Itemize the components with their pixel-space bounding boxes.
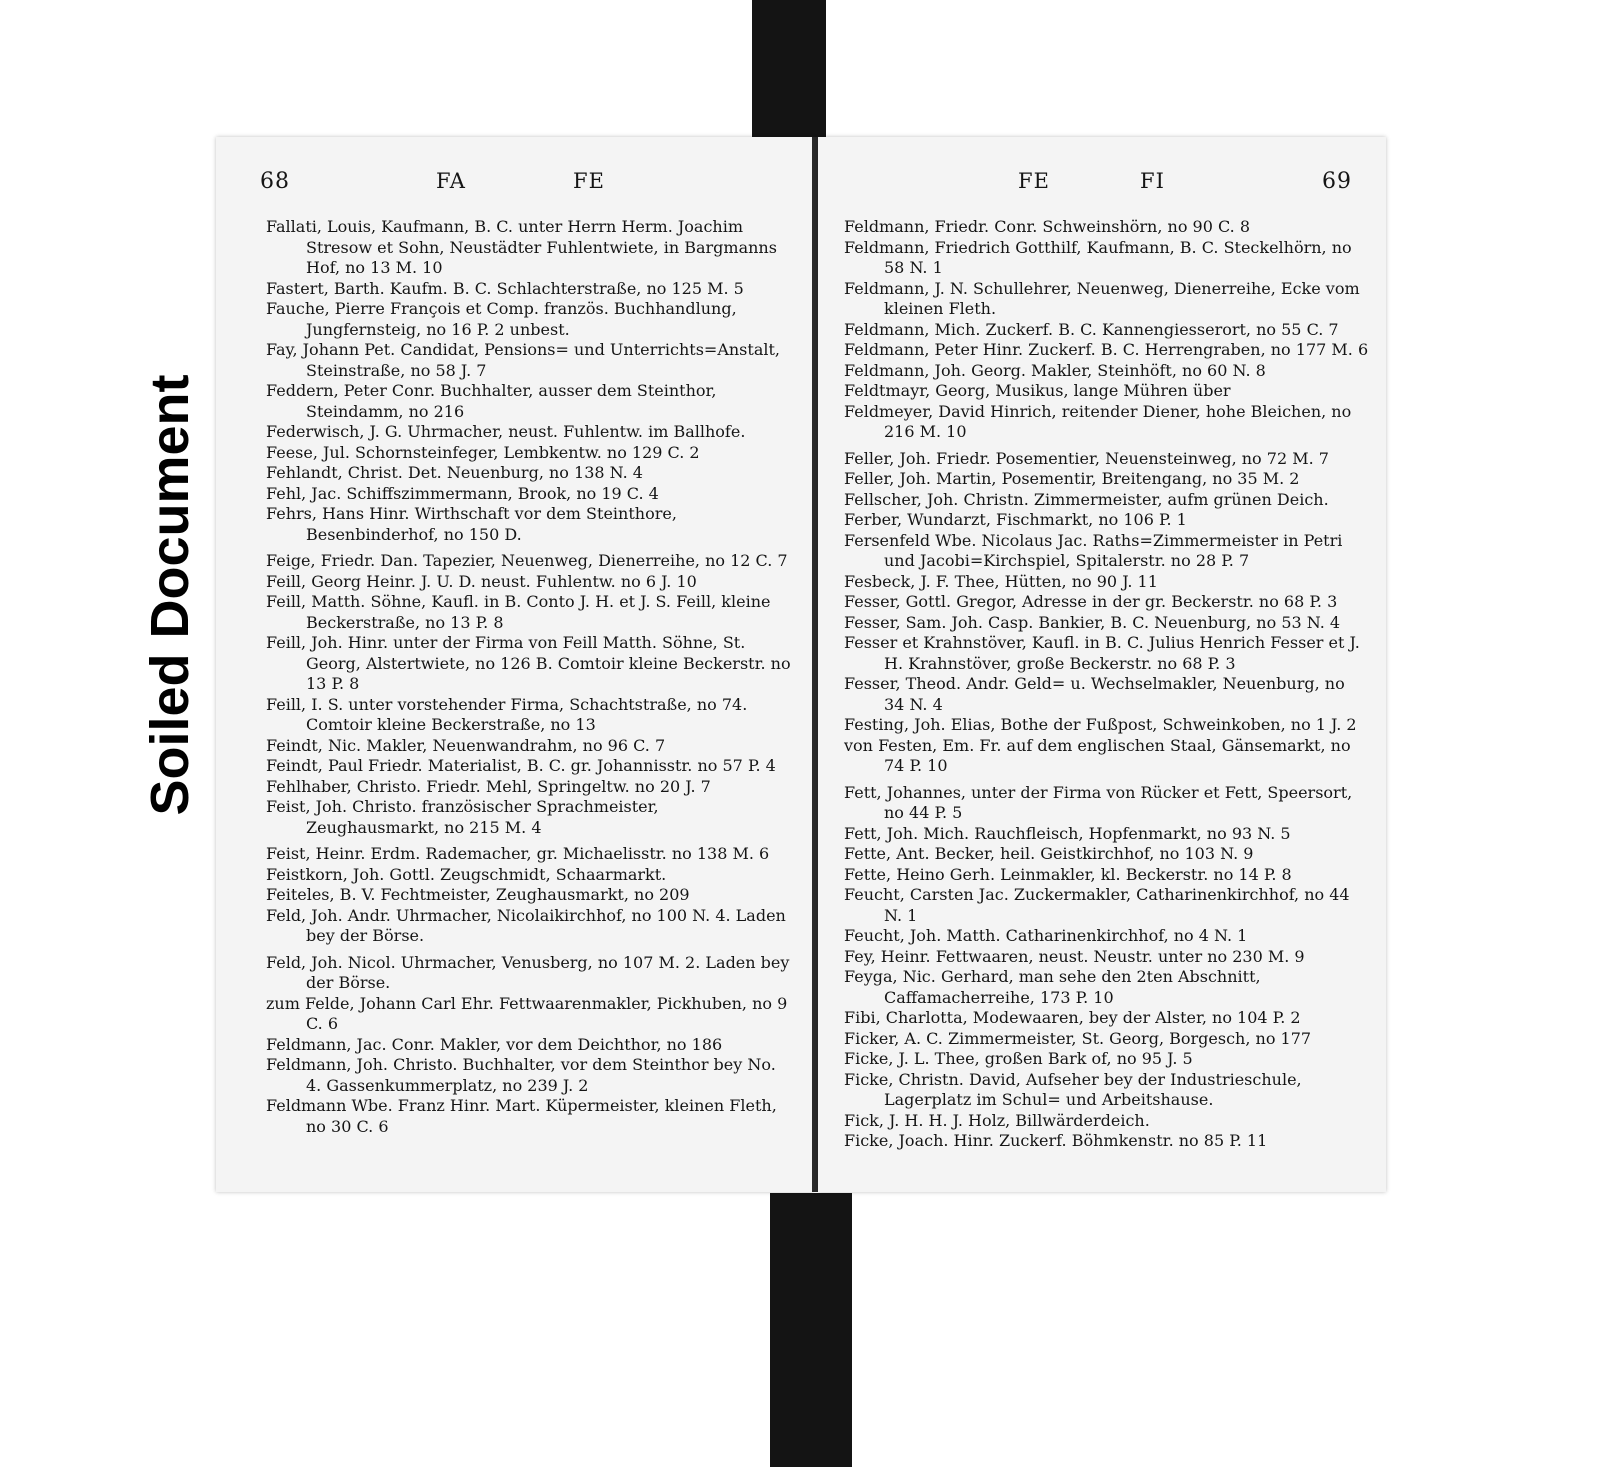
directory-entry: Feldtmayr, Georg, Musikus, lange Mühren über xyxy=(844,381,1231,400)
directory-entry: Feese, Jul. Schornsteinfeger, Lembkentw. no 129 C. 2 xyxy=(266,442,700,462)
left-page-number: 68 xyxy=(260,169,290,194)
right-page-number: 69 xyxy=(1322,169,1352,194)
soiled-document-label: Soiled Document xyxy=(140,374,200,816)
directory-entry: Fellscher, Joh. Christn. Zimmermeister, aufm grünen Deich. xyxy=(844,489,1329,509)
directory-entry: Feldmann, Mich. Zuckerf. B. C. Kannengiesserort, no 55 C. 7 xyxy=(844,319,1339,339)
directory-entry: Feistkorn, Joh. Gottl. Zeugschmidt, Schaarmarkt. xyxy=(266,864,667,884)
directory-entry: Feldmann, Friedr. Conr. Schweinshörn, no 90 C. 8 xyxy=(844,217,1251,236)
directory-entry: Fesser, Sam. Joh. Casp. Bankier, B. C. Neuenburg, no 53 N. 4 xyxy=(844,612,1341,632)
directory-entry: Ficker, A. C. Zimmermeister, St. Georg, Borgesch, no 177 xyxy=(844,1028,1312,1048)
directory-entry: Feddern, Peter Conr. Buchhalter, ausser dem Steinthor, Steindamm, no 216 xyxy=(266,381,717,421)
directory-entry: Fette, Heino Gerh. Leinmakler, kl. Beckerstr. no 14 P. 8 xyxy=(844,864,1292,884)
directory-entry: Feiteles, B. V. Fechtmeister, Zeughausmarkt, no 209 xyxy=(266,885,690,904)
directory-entry: Federwisch, J. G. Uhrmacher, neust. Fuhlentw. im Ballhofe. xyxy=(266,422,746,441)
directory-entry: Festing, Joh. Elias, Bothe der Fußpost, Schweinkoben, no 1 J. 2 xyxy=(844,715,1357,734)
directory-entry: Feindt, Paul Friedr. Materialist, B. C. gr. Johannisstr. no 57 P. 4 xyxy=(266,756,776,775)
left-header-b: FE xyxy=(573,169,605,193)
right-page xyxy=(818,137,1386,1192)
directory-entry: Feller, Joh. Martin, Posementir, Breitengang, no 35 M. 2 xyxy=(844,469,1300,488)
directory-entry: Feyga, Nic. Gerhard, man sehe den 2ten Abschnitt, Caffamacherreihe, 173 P. 10 xyxy=(844,967,1261,1007)
directory-entry: Feller, Joh. Friedr. Posementier, Neuensteinweg, no 72 M. 7 xyxy=(844,448,1329,468)
right-header-b: FI xyxy=(1140,169,1165,193)
left-header-a: FA xyxy=(436,169,466,193)
binding-tab-top xyxy=(752,0,826,140)
directory-entry: Fette, Ant. Becker, heil. Geistkirchhof, no 103 N. 9 xyxy=(844,844,1254,863)
directory-entry: Fick, J. H. H. J. Holz, Billwärderdeich. xyxy=(844,1110,1150,1130)
directory-entry: Feill, I. S. unter vorstehender Firma, Schachtstraße, no 74. Comtoir kleine Beckerstraße, no 13 xyxy=(266,694,748,734)
left-page xyxy=(216,137,814,1192)
directory-entry: Feldmeyer, David Hinrich, reitender Diener, hohe Bleichen, no 216 M. 10 xyxy=(844,401,1352,441)
directory-entry: Feldmann, Joh. Georg. Makler, Steinhöft, no 60 N. 8 xyxy=(844,360,1266,380)
directory-entry: Fauche, Pierre François et Comp. französ. Buchhandlung, Jungfernsteig, no 16 P. 2 unbest. xyxy=(266,299,737,339)
directory-entry: Fibi, Charlotta, Modewaaren, bey der Alster, no 104 P. 2 xyxy=(844,1008,1301,1027)
directory-entry: Fey, Heinr. Fettwaaren, neust. Neustr. unter no 230 M. 9 xyxy=(844,946,1305,966)
directory-entry: Feucht, Joh. Matth. Catharinenkirchhof, no 4 N. 1 xyxy=(844,926,1248,945)
right-header-a: FE xyxy=(1018,169,1050,193)
directory-entry: Feldmann, Joh. Christo. Buchhalter, vor dem Steinthor bey No. 4. Gassenkummerplatz, no 239 J. 2 xyxy=(266,1055,776,1095)
directory-entry: Fehlhaber, Christo. Friedr. Mehl, Springeltw. no 20 J. 7 xyxy=(266,776,711,796)
directory-entry: Fehrs, Hans Hinr. Wirthschaft vor dem Steinthore, Besenbinderhof, no 150 D. xyxy=(266,504,677,544)
directory-entry: Feist, Joh. Christo. französischer Sprachmeister, Zeughausmarkt, no 215 M. 4 xyxy=(266,797,659,837)
binding-tab-bottom xyxy=(770,1193,852,1467)
directory-entry: Feldmann, Peter Hinr. Zuckerf. B. C. Herrengraben, no 177 M. 6 xyxy=(844,340,1369,359)
directory-entry: Feill, Matth. Söhne, Kaufl. in B. Conto J. H. et J. S. Feill, kleine Beckerstraße, no 13 P. 8 xyxy=(266,592,771,632)
directory-entry: Feldmann, Friedrich Gotthilf, Kaufmann, B. C. Steckelhörn, no 58 N. 1 xyxy=(844,237,1352,277)
directory-entry: Feldmann, J. N. Schullehrer, Neuenweg, Dienerreihe, Ecke vom kleinen Fleth. xyxy=(844,278,1360,318)
directory-entry: Fersenfeld Wbe. Nicolaus Jac. Raths=Zimmermeister in Petri und Jacobi=Kirchspiel, Spitalerstr. no 28 P. 7 xyxy=(844,530,1343,570)
directory-entry: Fesser, Theod. Andr. Geld= u. Wechselmakler, Neuenburg, no 34 N. 4 xyxy=(844,674,1345,714)
directory-entry: Ficke, Joach. Hinr. Zuckerf. Böhmkenstr. no 85 P. 11 xyxy=(844,1131,1268,1150)
directory-entry: Feld, Joh. Andr. Uhrmacher, Nicolaikirchhof, no 100 N. 4. Laden bey der Börse. xyxy=(266,905,786,945)
directory-entry: Fehl, Jac. Schiffszimmermann, Brook, no 19 C. 4 xyxy=(266,483,659,503)
directory-entry: Feucht, Carsten Jac. Zuckermakler, Catharinenkirchhof, no 44 N. 1 xyxy=(844,885,1350,925)
directory-entry: Fay, Johann Pet. Candidat, Pensions= und Unterrichts=Anstalt, Steinstraße, no 58 J. 7 xyxy=(266,340,780,380)
directory-entry: Feindt, Nic. Makler, Neuenwandrahm, no 96 C. 7 xyxy=(266,735,666,755)
directory-entry: Fett, Johannes, unter der Firma von Rücker et Fett, Speersort, no 44 P. 5 xyxy=(844,782,1353,822)
directory-entry: Feill, Georg Heinr. J. U. D. neust. Fuhlentw. no 6 J. 10 xyxy=(266,571,697,591)
directory-entry: Feldmann, Jac. Conr. Makler, vor dem Deichthor, no 186 xyxy=(266,1034,723,1054)
directory-entry: Feill, Joh. Hinr. unter der Firma von Feill Matth. Söhne, St. Georg, Alstertwiete, no 126 B. Comtoir kleine Beckerstr. no 13 P. 8 xyxy=(266,633,791,693)
left-entry-list xyxy=(266,217,796,1137)
directory-entry: Fehlandt, Christ. Det. Neuenburg, no 138 N. 4 xyxy=(266,463,643,482)
directory-entry: Feige, Friedr. Dan. Tapezier, Neuenweg, Dienerreihe, no 12 C. 7 xyxy=(266,551,788,570)
directory-entry: Fett, Joh. Mich. Rauchfleisch, Hopfenmarkt, no 93 N. 5 xyxy=(844,823,1291,843)
directory-entry: Ferber, Wundarzt, Fischmarkt, no 106 P. 1 xyxy=(844,510,1187,529)
right-entry-list xyxy=(844,217,1369,1152)
directory-entry: Fallati, Louis, Kaufmann, B. C. unter Herrn Herm. Joachim Stresow et Sohn, Neustädter Fuhlentwiete, in Bargmanns Hof, no 13 M. 10 xyxy=(266,217,777,277)
directory-entry: Feldmann Wbe. Franz Hinr. Mart. Küpermeister, kleinen Fleth, no 30 C. 6 xyxy=(266,1096,777,1136)
directory-entry: Ficke, J. L. Thee, großen Bark of, no 95 J. 5 xyxy=(844,1049,1193,1068)
directory-entry: Feist, Heinr. Erdm. Rademacher, gr. Michaelisstr. no 138 M. 6 xyxy=(266,844,770,863)
directory-entry: Fesser et Krahnstöver, Kaufl. in B. C. Julius Henrich Fesser et J. H. Krahnstöver, große Beckerstr. no 68 P. 3 xyxy=(844,633,1360,673)
directory-entry: Feld, Joh. Nicol. Uhrmacher, Venusberg, no 107 M. 2. Laden bey der Börse. xyxy=(266,952,790,992)
directory-entry: Fesser, Gottl. Gregor, Adresse in der gr. Beckerstr. no 68 P. 3 xyxy=(844,592,1338,611)
directory-entry: Fesbeck, J. F. Thee, Hütten, no 90 J. 11 xyxy=(844,571,1158,591)
directory-entry: von Festen, Em. Fr. auf dem englischen Staal, Gänsemarkt, no 74 P. 10 xyxy=(844,735,1351,775)
directory-entry: zum Felde, Johann Carl Ehr. Fettwaarenmakler, Pickhuben, no 9 C. 6 xyxy=(266,993,788,1033)
directory-entry: Fastert, Barth. Kaufm. B. C. Schlachterstraße, no 125 M. 5 xyxy=(266,278,744,298)
directory-entry: Ficke, Christn. David, Aufseher bey der Industrieschule, Lagerplatz im Schul= und Arbeitshause. xyxy=(844,1069,1302,1109)
